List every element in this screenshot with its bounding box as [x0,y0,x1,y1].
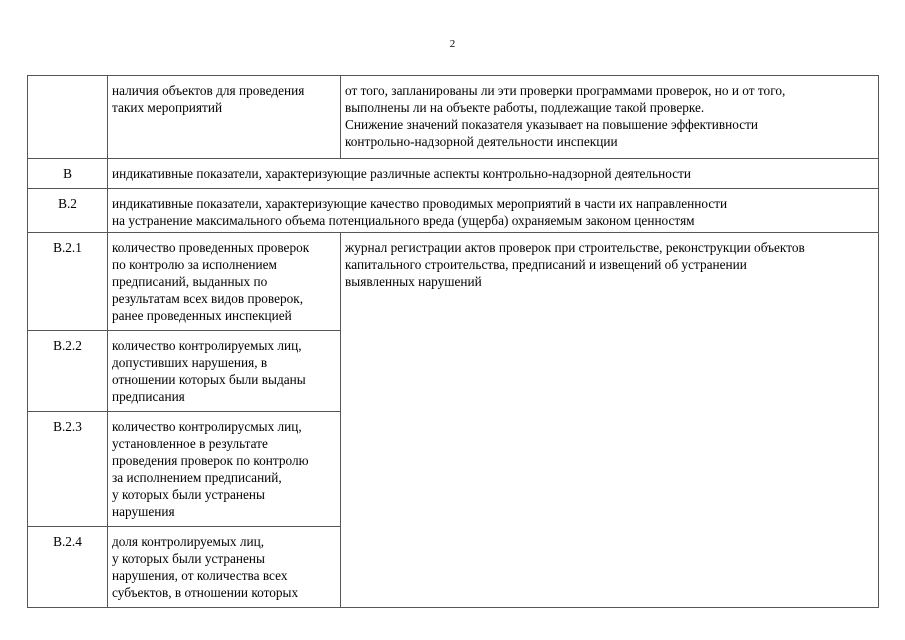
table-row [28,233,879,331]
source-cell [341,76,879,159]
section-heading: индикативные показатели, характеризующие различные аспекты контрольно-надзорной деятельности [112,166,692,181]
row-code: В.2.4 [28,527,108,608]
source-cell [341,233,879,608]
row-code: В.2.1 [28,233,108,331]
subsection-heading: индикативные показатели, характеризующие качество проводимых мероприятий в части их направленности на устранение максимального объема потенциального вреда (ущерба) охраняемым законом ценностям [112,196,728,228]
row-code: В.2.2 [28,331,108,412]
indicators-table [27,75,879,608]
indicator-text: количество контролирусмых лиц, установленное в результате проведения проверок по контролю за исполнением предписаний, у которых были устранены нарушения [112,419,309,519]
row-code: В [28,159,108,189]
table-row [28,159,879,189]
source-text: журнал регистрации актов проверок при строительстве, реконструкции объектов капитального строительства, предписаний и извещений об устранении выявленных нарушений [345,240,805,289]
table-row [28,76,879,159]
source-text: от того, запланированы ли эти проверки программами проверок, но и от того, выполнены ли на объекте работы, подлежащие такой проверке. Снижение значений показателя указывает на повышение эффективности контрольно-надзорной деятельности инспекции [345,83,786,149]
indicator-text: доля контролируемых лиц, у которых были устранены нарушения, от количества всех субъектов, в отношении которых [112,534,299,600]
indicator-cell [108,331,341,412]
indicator-text: количество контролируемых лиц, допустивших нарушения, в отношении которых были выданы предписания [112,338,306,404]
indicator-cell [108,233,341,331]
indicator-cell [108,527,341,608]
section-heading-cell [108,159,879,189]
table-row [28,189,879,233]
indicator-text: наличия объектов для проведения таких мероприятий [112,83,305,115]
page-number: 2 [449,38,456,50]
row-code [28,76,108,159]
indicator-cell [108,76,341,159]
indicator-text: количество проведенных проверок по контролю за исполнением предписаний, выданных по результатам всех видов проверок, ранее проведенных инспекцией [112,240,310,323]
indicator-cell [108,412,341,527]
row-code: В.2 [28,189,108,233]
row-code: В.2.3 [28,412,108,527]
subsection-heading-cell [108,189,879,233]
